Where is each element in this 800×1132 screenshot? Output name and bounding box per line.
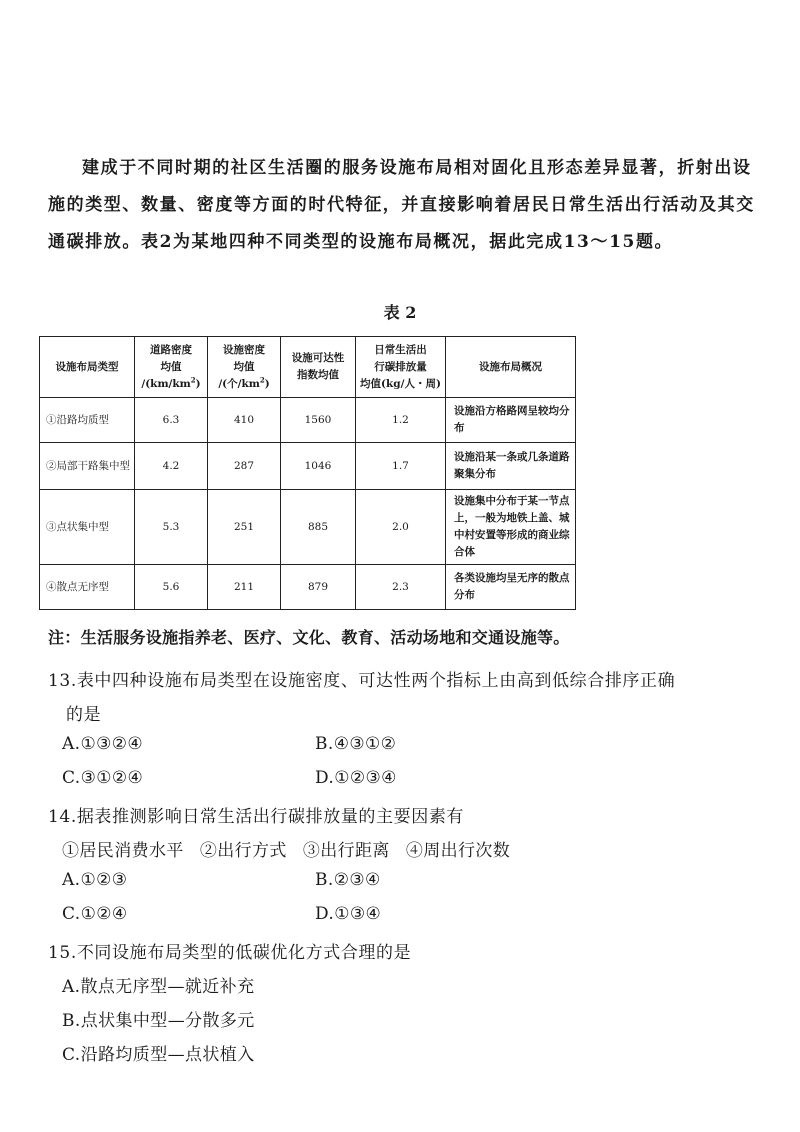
q15-option-b: B.点状集中型—分散多元 (62, 1011, 255, 1031)
cell-road-density: 6.3 (135, 398, 208, 443)
q14-option-d: D.①③④ (315, 904, 382, 924)
q14-item-1: ①居民消费水平 (62, 841, 184, 861)
q15-stem: 15.不同设施布局类型的低碳优化方式合理的是 (48, 943, 412, 963)
cell-facility-density: 287 (208, 443, 281, 490)
table-row (40, 443, 576, 490)
facility-layout-table (39, 336, 576, 610)
q13-option-b: B.④③①② (315, 734, 397, 754)
table-row (40, 398, 576, 443)
q15-option-a: A.散点无序型—就近补充 (62, 977, 255, 997)
table-row (40, 565, 576, 610)
header-accessibility: 设施可达性 指数均值 (281, 337, 356, 398)
cell-description: 各类设施均呈无序的散点分布 (446, 565, 576, 610)
cell-carbon: 2.0 (356, 490, 446, 565)
cell-type: ②局部干路集中型 (40, 443, 135, 490)
cell-description: 设施沿某一条或几条道路聚集分布 (446, 443, 576, 490)
cell-accessibility: 1560 (281, 398, 356, 443)
table-note: 注：生活服务设施指养老、医疗、文化、教育、活动场地和交通设施等。 (48, 628, 570, 647)
q13-stem: 13.表中四种设施布局类型在设施密度、可达性两个指标上由高到低综合排序正确 (48, 671, 676, 691)
cell-accessibility: 885 (281, 490, 356, 565)
q14-stem: 14.据表推测影响日常生活出行碳排放量的主要因素有 (48, 807, 465, 827)
q14-item-4: ④周出行次数 (405, 841, 511, 861)
table-row (40, 490, 576, 565)
cell-facility-density: 410 (208, 398, 281, 443)
header-type: 设施布局类型 (40, 337, 135, 398)
q14-option-b: B.②③④ (315, 870, 381, 890)
header-facility-density: 设施密度 均值 /(个$/km^2$) (208, 337, 281, 398)
cell-carbon: 2.3 (356, 565, 446, 610)
q14-factor-list (62, 836, 526, 861)
q14-option-a: A.①②③ (62, 870, 128, 890)
table-header-row (40, 337, 576, 398)
q14-item-3: ③出行距离 (302, 841, 390, 861)
q13-option-a: A.①③②④ (62, 734, 144, 754)
q14-option-c: C.①②④ (62, 904, 128, 924)
header-road-density: 道路密度 均值 $/(km/km^2)$ (135, 337, 208, 398)
cell-facility-density: 251 (208, 490, 281, 565)
q14-item-2: ②出行方式 (199, 841, 287, 861)
cell-type: ①沿路均质型 (40, 398, 135, 443)
cell-road-density: 5.6 (135, 565, 208, 610)
cell-road-density: 4.2 (135, 443, 208, 490)
cell-type: ③点状集中型 (40, 490, 135, 565)
header-description: 设施布局概况 (446, 337, 576, 398)
cell-road-density: 5.3 (135, 490, 208, 565)
cell-type: ④散点无序型 (40, 565, 135, 610)
cell-carbon: 1.2 (356, 398, 446, 443)
q13-option-c: C.③①②④ (62, 768, 144, 788)
cell-accessibility: 879 (281, 565, 356, 610)
intro-paragraph: 建成于不同时期的社区生活圈的服务设施布局相对固化且形态差异显著，折射出设施的类型、数量、密度等方面的时代特征，并直接影响着居民日常生活出行活动及其交通碳排放。表2为某地四种不同类型的设施布局概况，据此完成13～15题。 (48, 158, 755, 252)
cell-accessibility: 1046 (281, 443, 356, 490)
header-carbon: 日常生活出 行碳排放量 均值(kg/人・周) (356, 337, 446, 398)
table-title: 表 2 (383, 303, 417, 322)
q13-stem-continued: 的是 (66, 705, 102, 725)
cell-carbon: 1.7 (356, 443, 446, 490)
cell-description: 设施集中分布于某一节点上，一般为地铁上盖、城中村安置等形成的商业综合体 (446, 490, 576, 565)
q15-option-c: C.沿路均质型—点状植入 (62, 1045, 255, 1065)
cell-facility-density: 211 (208, 565, 281, 610)
cell-description: 设施沿方格路网呈较均分布 (446, 398, 576, 443)
q13-option-d: D.①②③④ (315, 768, 397, 788)
